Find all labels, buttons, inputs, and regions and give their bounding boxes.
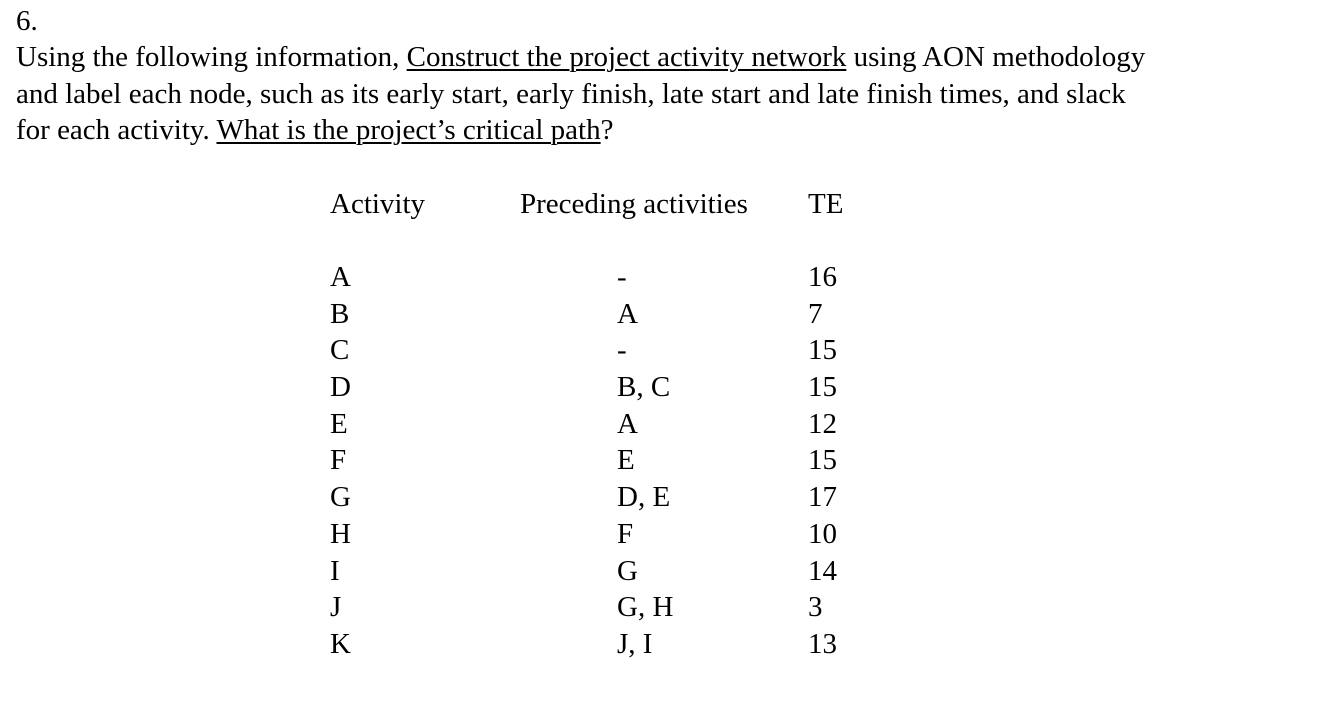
preceding-cell: A: [617, 407, 638, 440]
te-cell: 17: [808, 481, 837, 514]
te-cell: 15: [808, 444, 837, 477]
te-cell: 10: [808, 517, 837, 550]
preceding-cell: J, I: [617, 627, 653, 660]
te-cell: 14: [808, 554, 837, 587]
preceding-cell: -: [617, 334, 627, 367]
activity-cell: B: [330, 297, 350, 330]
preceding-cell: -: [617, 261, 627, 293]
activity-cell: G: [330, 481, 351, 514]
question-line-3-end: ?: [600, 114, 614, 146]
question-line-3-start: for each activity.: [16, 114, 217, 146]
activity-cell: D: [330, 371, 351, 404]
question-line-3: [16, 112, 1316, 149]
header-activity: Activity: [330, 188, 426, 220]
te-cell: 16: [808, 261, 837, 293]
activity-cell: C: [330, 334, 350, 367]
question-line-2: and label each node, such as its early start, early finish, late start and late finish times, and slack: [16, 77, 1126, 110]
te-cell: 3: [808, 591, 823, 624]
critical-path-emphasis: What is the project’s critical path: [216, 114, 601, 146]
activity-cell: K: [330, 627, 351, 660]
activity-cell: F: [330, 444, 347, 477]
te-cell: 15: [808, 371, 837, 404]
te-cell: 13: [808, 627, 837, 660]
te-cell: 7: [808, 297, 823, 330]
preceding-cell: E: [617, 444, 635, 477]
activity-cell: E: [330, 407, 348, 440]
question-line-1: [16, 39, 1316, 76]
activity-cell: J: [330, 591, 342, 624]
preceding-cell: F: [617, 517, 634, 550]
preceding-cell: G, H: [617, 591, 674, 624]
preceding-cell: A: [617, 297, 638, 330]
activity-cell: I: [330, 554, 340, 587]
header-preceding-activities: Preceding activities: [520, 188, 748, 220]
preceding-cell: G: [617, 554, 638, 587]
header-te: TE: [808, 188, 844, 220]
preceding-cell: B, C: [617, 371, 671, 404]
question-number: 6.: [16, 5, 38, 37]
question-line-1-end: using AON methodology: [846, 41, 1146, 73]
preceding-cell: D, E: [617, 481, 671, 514]
activity-cell: H: [330, 517, 351, 550]
question-line-1-start: Using the following information,: [16, 41, 407, 73]
te-cell: 12: [808, 407, 837, 440]
question-text: [16, 39, 1316, 149]
te-cell: 15: [808, 334, 837, 367]
activity-cell: A: [330, 261, 351, 293]
construct-network-emphasis: Construct the project activity network: [406, 41, 847, 73]
